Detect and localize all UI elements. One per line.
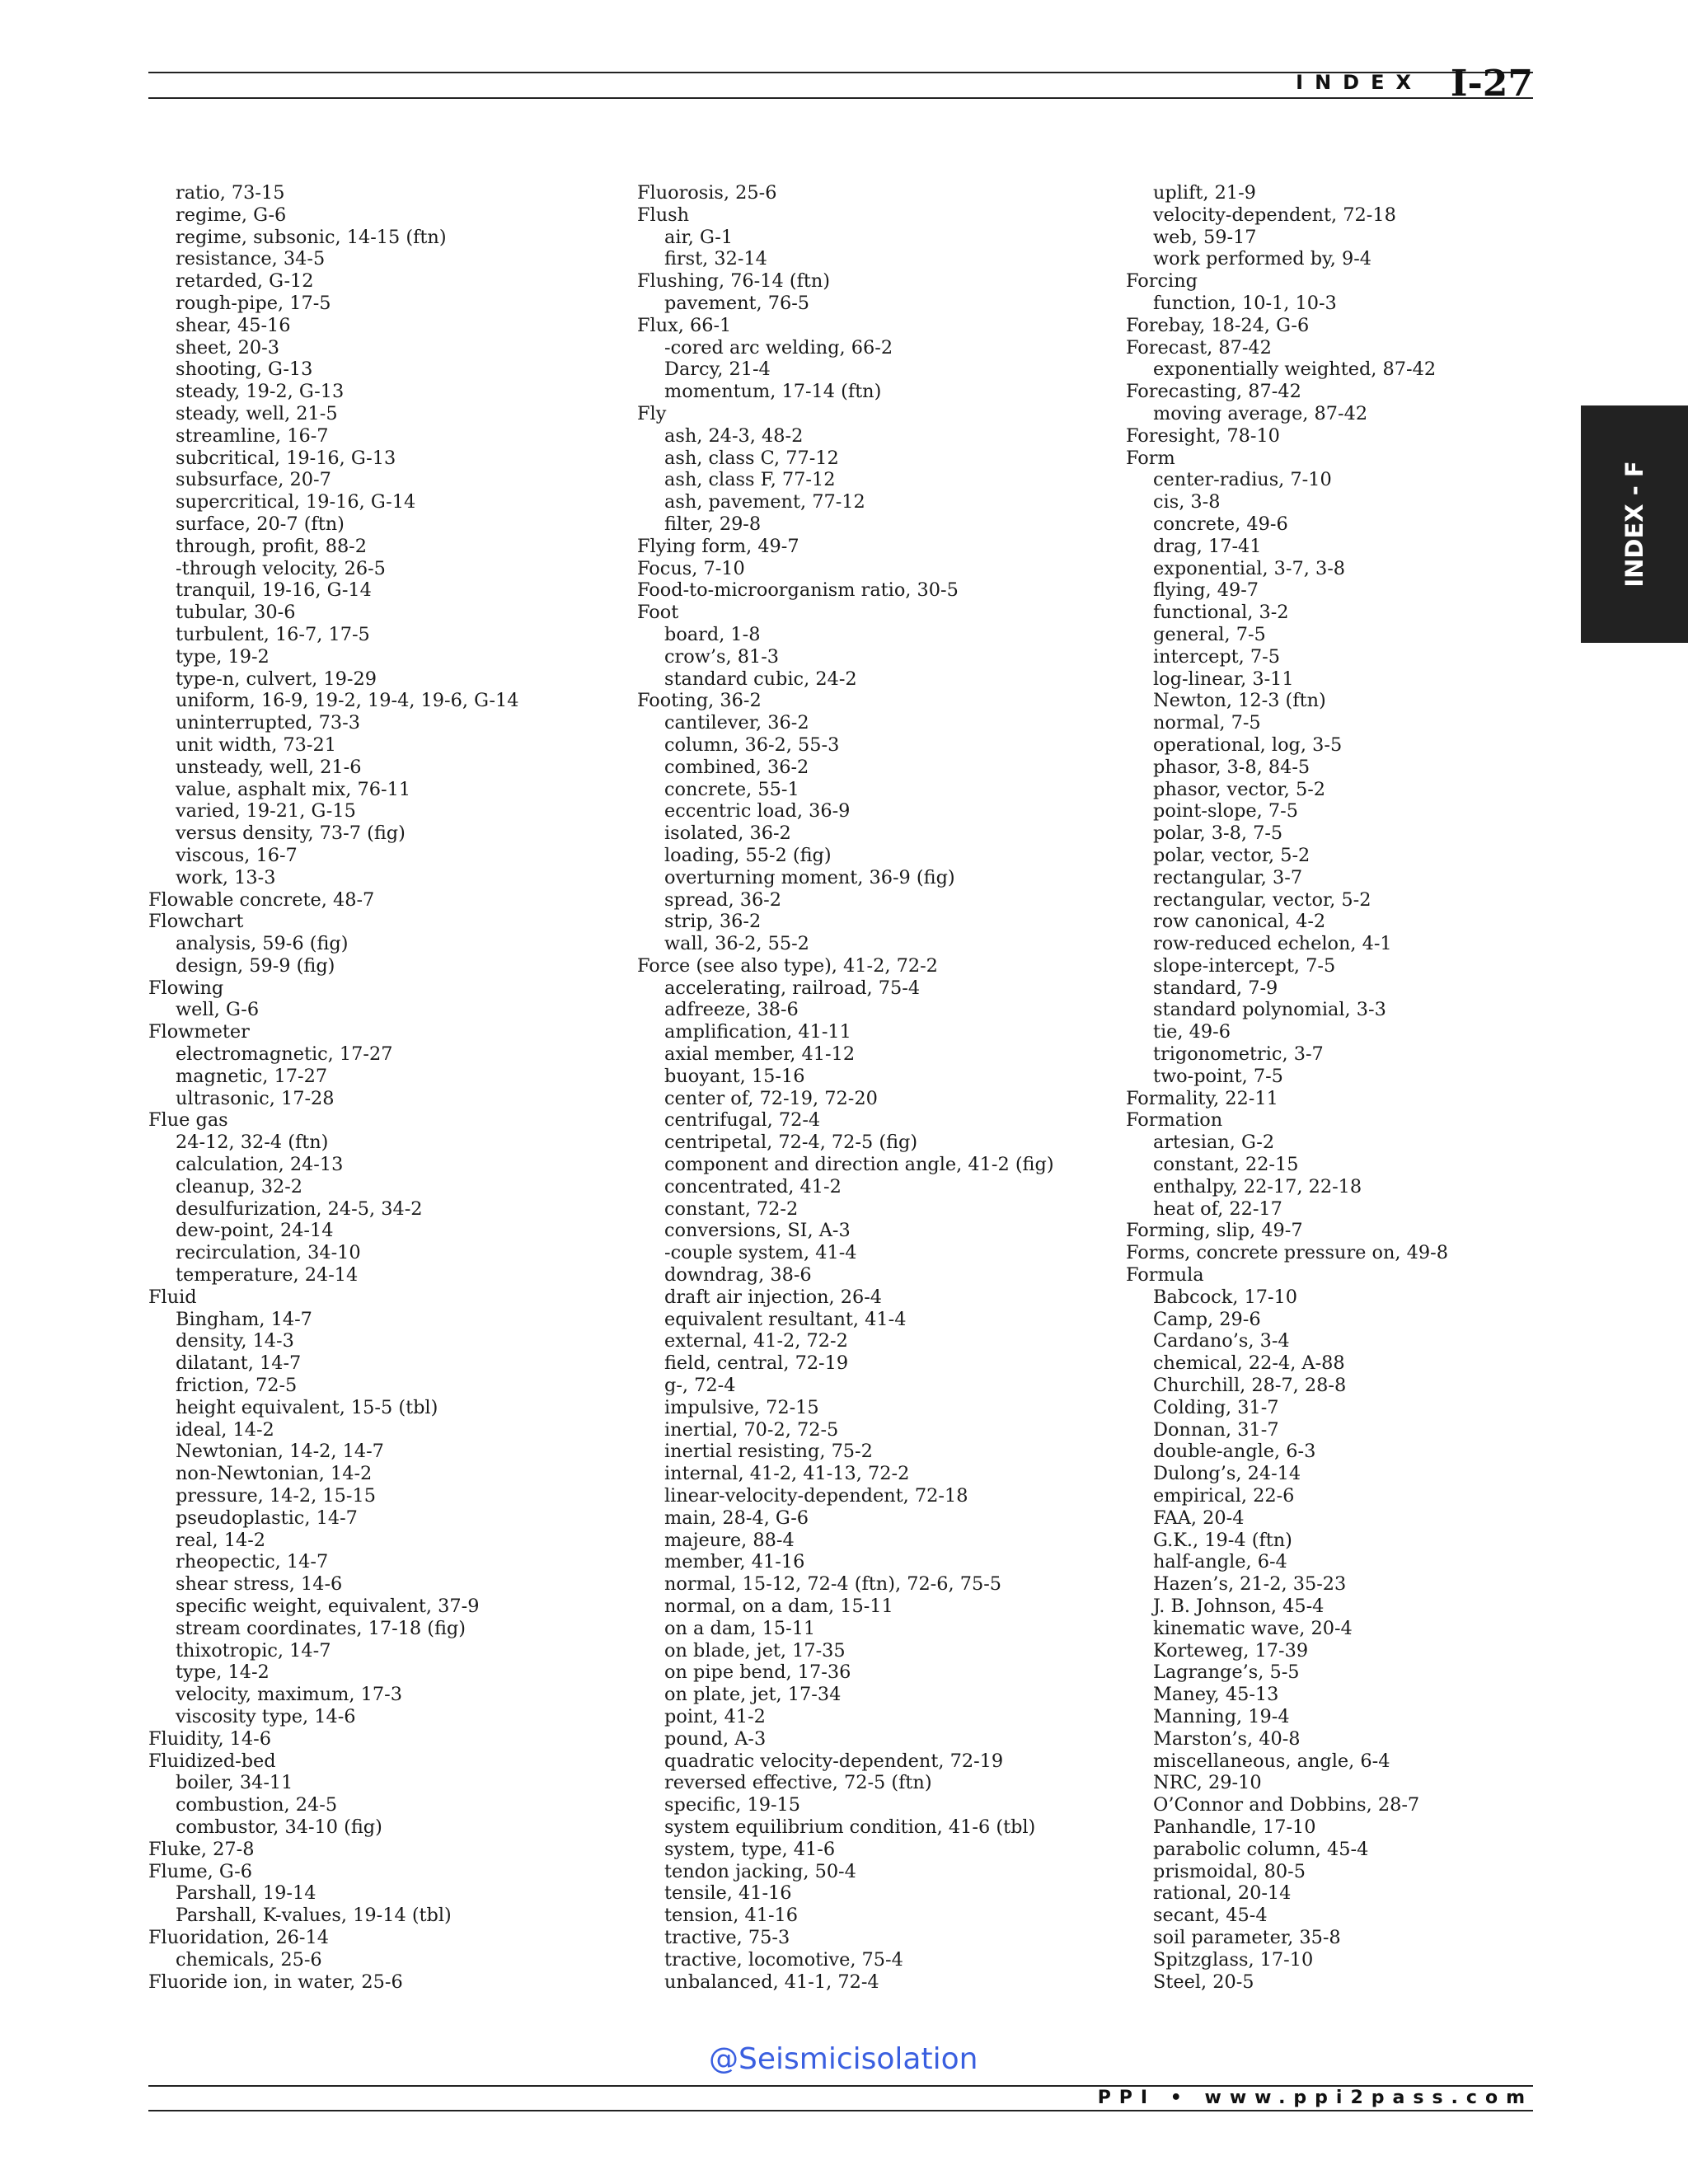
index-subentry: unsteady, well, 21-6 — [176, 756, 362, 778]
index-entry: Flux, 66-1 — [637, 314, 732, 336]
index-subentry: Colding, 31-7 — [1153, 1396, 1279, 1418]
index-subentry: buoyant, 15-16 — [664, 1065, 805, 1087]
index-subentry: varied, 19-21, G-15 — [176, 800, 356, 823]
index-subentry: Churchill, 28-7, 28-8 — [1153, 1375, 1347, 1397]
index-entry: Forms, concrete pressure on, 49-8 — [1126, 1242, 1448, 1264]
index-subentry: thixotropic, 14-7 — [176, 1639, 331, 1661]
index-subentry: tractive, locomotive, 75-4 — [664, 1948, 903, 1971]
index-entry: Flush — [637, 204, 690, 226]
index-subentry: shear, 45-16 — [176, 314, 291, 336]
index-entry: Flowing — [148, 977, 224, 999]
index-subentry: tensile, 41-16 — [664, 1882, 792, 1905]
index-subentry: type-n, culvert, 19-29 — [176, 668, 377, 690]
index-subentry: ideal, 14-2 — [176, 1418, 274, 1441]
index-subentry: exponential, 3-7, 3-8 — [1153, 557, 1346, 579]
index-subentry: 24-12, 32-4 (ftn) — [176, 1132, 329, 1154]
index-subentry: rectangular, 3-7 — [1153, 866, 1303, 888]
index-subentry: J. B. Johnson, 45-4 — [1153, 1596, 1325, 1617]
index-subentry: type, 19-2 — [176, 645, 270, 668]
index-subentry: web, 59-17 — [1153, 226, 1257, 248]
index-entry: Foot — [637, 602, 679, 624]
index-subentry: point, 41-2 — [664, 1705, 766, 1727]
index-subentry: tendon jacking, 50-4 — [664, 1860, 856, 1882]
index-subentry: exponentially weighted, 87-42 — [1153, 359, 1437, 381]
index-subentry: eccentric load, 36-9 — [664, 800, 851, 823]
index-subentry: member, 41-16 — [664, 1551, 805, 1573]
index-subentry: subsurface, 20-7 — [176, 469, 331, 491]
index-subentry: work performed by, 9-4 — [1153, 248, 1372, 270]
index-subentry: -cored arc welding, 66-2 — [664, 336, 893, 359]
index-subentry: viscosity type, 14-6 — [176, 1705, 356, 1727]
index-subentry: non-Newtonian, 14-2 — [176, 1463, 373, 1485]
index-subentry: streamline, 16-7 — [176, 424, 329, 447]
index-subentry: uniform, 16-9, 19-2, 19-4, 19-6, G-14 — [176, 690, 519, 712]
index-subentry: normal, 7-5 — [1153, 712, 1261, 734]
section-thumb-tab-label: INDEX - F — [1620, 461, 1648, 588]
index-subentry: through, profit, 88-2 — [176, 535, 367, 557]
index-subentry: friction, 72-5 — [176, 1375, 298, 1397]
index-subentry: Korteweg, 17-39 — [1153, 1639, 1309, 1661]
index-subentry: combustor, 34-10 (fig) — [176, 1816, 382, 1838]
running-head-section: INDEX — [1296, 71, 1423, 94]
index-subentry: Dulong’s, 24-14 — [1153, 1463, 1301, 1485]
index-subentry: dew-point, 24-14 — [176, 1220, 334, 1242]
index-subentry: equivalent resultant, 41-4 — [664, 1308, 907, 1330]
index-entry: Flowchart — [148, 911, 244, 933]
index-subentry: drag, 17-41 — [1153, 535, 1262, 557]
index-entry: Force (see also type), 41-2, 72-2 — [637, 954, 938, 977]
index-subentry: on plate, jet, 17-34 — [664, 1684, 842, 1706]
index-subentry: center of, 72-19, 72-20 — [664, 1087, 878, 1109]
index-subentry: shear stress, 14-6 — [176, 1573, 343, 1596]
index-subentry: phasor, 3-8, 84-5 — [1153, 756, 1311, 778]
index-subentry: reversed effective, 72-5 (ftn) — [664, 1772, 932, 1794]
index-subentry: column, 36-2, 55-3 — [664, 733, 840, 756]
index-subentry: isolated, 36-2 — [664, 823, 791, 845]
index-subentry: tie, 49-6 — [1153, 1021, 1231, 1043]
index-entry: Flowable concrete, 48-7 — [148, 888, 375, 911]
index-subentry: pseudoplastic, 14-7 — [176, 1507, 358, 1529]
index-subentry: rheopectic, 14-7 — [176, 1551, 329, 1573]
index-subentry: calculation, 24-13 — [176, 1154, 344, 1176]
index-subentry: air, G-1 — [664, 226, 734, 248]
index-subentry: polar, vector, 5-2 — [1153, 844, 1311, 866]
index-entry: Fluid — [148, 1286, 197, 1308]
index-subentry: system, type, 41-6 — [664, 1838, 836, 1860]
index-entry: Forecast, 87-42 — [1126, 336, 1272, 359]
index-entry: Forecasting, 87-42 — [1126, 381, 1301, 403]
index-subentry: standard, 7-9 — [1153, 977, 1278, 999]
index-subentry: steady, well, 21-5 — [176, 402, 338, 424]
index-subentry: G.K., 19-4 (ftn) — [1153, 1529, 1292, 1551]
index-subentry: center-radius, 7-10 — [1153, 469, 1332, 491]
index-subentry: enthalpy, 22-17, 22-18 — [1153, 1175, 1362, 1197]
index-subentry: electromagnetic, 17-27 — [176, 1043, 393, 1066]
index-subentry: on pipe bend, 17-36 — [664, 1661, 851, 1684]
index-subentry: tranquil, 19-16, G-14 — [176, 579, 372, 602]
index-subentry: inertial, 70-2, 72-5 — [664, 1418, 839, 1441]
index-subentry: ash, class F, 77-12 — [664, 469, 836, 491]
index-entry: Flushing, 76-14 (ftn) — [637, 270, 831, 293]
index-subentry: magnetic, 17-27 — [176, 1065, 328, 1087]
index-subentry: double-angle, 6-3 — [1153, 1441, 1316, 1463]
index-entry: Fly — [637, 402, 667, 424]
header-rule-bottom — [148, 97, 1533, 99]
index-subentry: operational, log, 3-5 — [1153, 733, 1343, 756]
index-subentry: moving average, 87-42 — [1153, 402, 1368, 424]
index-subentry: retarded, G-12 — [176, 270, 314, 293]
index-subentry: -couple system, 41-4 — [664, 1242, 857, 1264]
index-subentry: heat of, 22-17 — [1153, 1197, 1282, 1220]
index-subentry: Spitzglass, 17-10 — [1153, 1948, 1314, 1971]
index-subentry: tractive, 75-3 — [664, 1926, 790, 1948]
index-subentry: specific weight, equivalent, 37-9 — [176, 1596, 480, 1617]
index-subentry: intercept, 7-5 — [1153, 645, 1280, 668]
index-subentry: empirical, 22-6 — [1153, 1485, 1295, 1507]
index-subentry: steady, 19-2, G-13 — [176, 381, 345, 403]
index-subentry: accelerating, railroad, 75-4 — [664, 977, 921, 999]
index-subentry: concrete, 55-1 — [664, 778, 799, 800]
index-subentry: height equivalent, 15-5 (tbl) — [176, 1396, 438, 1418]
index-subentry: filter, 29-8 — [664, 513, 762, 535]
index-subentry: impulsive, 72-15 — [664, 1396, 819, 1418]
index-subentry: temperature, 24-14 — [176, 1264, 359, 1286]
index-subentry: adfreeze, 38-6 — [664, 999, 799, 1021]
index-column-3 — [1126, 182, 1604, 1993]
index-subentry: first, 32-14 — [664, 248, 767, 270]
index-subentry: Steel, 20-5 — [1153, 1971, 1254, 1993]
index-subentry: centripetal, 72-4, 72-5 (fig) — [664, 1132, 918, 1154]
index-subentry: Panhandle, 17-10 — [1153, 1816, 1316, 1838]
index-subentry: pavement, 76-5 — [664, 292, 810, 314]
index-subentry: -through velocity, 26-5 — [176, 557, 386, 579]
index-subentry: boiler, 34-11 — [176, 1772, 293, 1794]
index-subentry: trigonometric, 3-7 — [1153, 1043, 1324, 1066]
index-subentry: amplification, 41-11 — [664, 1021, 851, 1043]
index-subentry: board, 1-8 — [664, 623, 761, 645]
index-subentry: Hazen’s, 21-2, 35-23 — [1153, 1573, 1347, 1596]
index-subentry: Darcy, 21-4 — [664, 359, 771, 381]
index-subentry: unbalanced, 41-1, 72-4 — [664, 1971, 879, 1993]
index-subentry: constant, 22-15 — [1153, 1154, 1299, 1176]
index-subentry: Bingham, 14-7 — [176, 1308, 312, 1330]
index-subentry: momentum, 17-14 (ftn) — [664, 381, 882, 403]
index-entry: Fluorosis, 25-6 — [637, 182, 777, 204]
index-subentry: function, 10-1, 10-3 — [1153, 292, 1337, 314]
index-subentry: design, 59-9 (fig) — [176, 954, 335, 977]
index-subentry: draft air injection, 26-4 — [664, 1286, 883, 1308]
index-subentry: turbulent, 16-7, 17-5 — [176, 623, 370, 645]
index-subentry: ultrasonic, 17-28 — [176, 1087, 335, 1109]
index-entry: Formality, 22-11 — [1126, 1087, 1278, 1109]
index-subentry: rational, 20-14 — [1153, 1882, 1292, 1905]
footer-publisher: PPI • www.ppi2pass.com — [1097, 2088, 1533, 2108]
index-subentry: g-, 72-4 — [664, 1375, 736, 1397]
index-subentry: normal, on a dam, 15-11 — [664, 1596, 893, 1617]
index-subentry: main, 28-4, G-6 — [664, 1507, 809, 1529]
index-subentry: combined, 36-2 — [664, 756, 809, 778]
index-subentry: combustion, 24-5 — [176, 1794, 338, 1816]
index-subentry: internal, 41-2, 41-13, 72-2 — [664, 1463, 910, 1485]
index-subentry: versus density, 73-7 (fig) — [176, 823, 406, 845]
index-subentry: Parshall, 19-14 — [176, 1882, 316, 1905]
index-subentry: slope-intercept, 7-5 — [1153, 954, 1336, 977]
index-column-2 — [637, 182, 1115, 1993]
index-subentry: O’Connor and Dobbins, 28-7 — [1153, 1794, 1420, 1816]
index-subentry: ash, class C, 77-12 — [664, 447, 839, 469]
index-subentry: overturning moment, 36-9 (fig) — [664, 866, 955, 888]
index-subentry: stream coordinates, 17-18 (fig) — [176, 1617, 466, 1639]
index-subentry: field, central, 72-19 — [664, 1352, 849, 1375]
index-subentry: Manning, 19-4 — [1153, 1705, 1290, 1727]
index-subentry: chemical, 22-4, A-88 — [1153, 1352, 1345, 1375]
index-subentry: constant, 72-2 — [664, 1197, 799, 1220]
index-subentry: linear-velocity-dependent, 72-18 — [664, 1485, 968, 1507]
index-subentry: density, 14-3 — [176, 1330, 294, 1352]
index-subentry: standard cubic, 24-2 — [664, 668, 857, 690]
index-subentry: quadratic velocity-dependent, 72-19 — [664, 1750, 1004, 1772]
index-subentry: wall, 36-2, 55-2 — [664, 933, 809, 955]
index-entry: Fluke, 27-8 — [148, 1838, 255, 1860]
index-entry: Fluidized-bed — [148, 1750, 276, 1772]
index-subentry: resistance, 34-5 — [176, 248, 326, 270]
index-subentry: real, 14-2 — [176, 1529, 266, 1551]
index-subentry: inertial resisting, 75-2 — [664, 1441, 873, 1463]
index-subentry: soil parameter, 35-8 — [1153, 1926, 1341, 1948]
index-subentry: flying, 49-7 — [1153, 579, 1259, 602]
index-entry: Footing, 36-2 — [637, 690, 762, 712]
index-subentry: polar, 3-8, 7-5 — [1153, 823, 1283, 845]
index-subentry: FAA, 20-4 — [1153, 1507, 1245, 1529]
index-subentry: row-reduced echelon, 4-1 — [1153, 933, 1392, 955]
index-subentry: row canonical, 4-2 — [1153, 911, 1326, 933]
index-subentry: Newtonian, 14-2, 14-7 — [176, 1441, 384, 1463]
index-subentry: point-slope, 7-5 — [1153, 800, 1298, 823]
index-subentry: velocity-dependent, 72-18 — [1153, 204, 1396, 226]
index-subentry: concentrated, 41-2 — [664, 1175, 842, 1197]
index-subentry: log-linear, 3-11 — [1153, 668, 1294, 690]
index-subentry: Cardano’s, 3-4 — [1153, 1330, 1290, 1352]
index-subentry: external, 41-2, 72-2 — [664, 1330, 848, 1352]
index-subentry: crow’s, 81-3 — [664, 645, 780, 668]
index-subentry: majeure, 88-4 — [664, 1529, 795, 1551]
index-subentry: value, asphalt mix, 76-11 — [176, 778, 411, 800]
index-subentry: Maney, 45-13 — [1153, 1684, 1279, 1706]
watermark-text: @Seismicisolation — [709, 2042, 978, 2076]
index-subentry: conversions, SI, A-3 — [664, 1220, 851, 1242]
index-subentry: uplift, 21-9 — [1153, 182, 1256, 204]
index-subentry: pressure, 14-2, 15-15 — [176, 1485, 376, 1507]
index-subentry: Camp, 29-6 — [1153, 1308, 1261, 1330]
index-entry: Fluoride ion, in water, 25-6 — [148, 1971, 403, 1993]
index-subentry: surface, 20-7 (ftn) — [176, 513, 345, 535]
index-subentry: rectangular, vector, 5-2 — [1153, 888, 1372, 911]
index-subentry: regime, subsonic, 14-15 (ftn) — [176, 226, 447, 248]
index-subentry: type, 14-2 — [176, 1661, 270, 1684]
index-subentry: uninterrupted, 73-3 — [176, 712, 360, 734]
index-subentry: regime, G-6 — [176, 204, 287, 226]
index-subentry: dilatant, 14-7 — [176, 1352, 302, 1375]
page-number: I-27 — [1450, 63, 1533, 105]
index-entry: Form — [1126, 447, 1175, 469]
index-subentry: miscellaneous, angle, 6-4 — [1153, 1750, 1390, 1772]
index-subentry: two-point, 7-5 — [1153, 1065, 1283, 1087]
index-subentry: analysis, 59-6 (fig) — [176, 933, 349, 955]
index-subentry: system equilibrium condition, 41-6 (tbl) — [664, 1816, 1036, 1838]
index-subentry: shooting, G-13 — [176, 359, 313, 381]
index-subentry: rough-pipe, 17-5 — [176, 292, 331, 314]
index-subentry: cis, 3-8 — [1153, 491, 1221, 513]
index-subentry: ash, 24-3, 48-2 — [664, 424, 804, 447]
index-subentry: artesian, G-2 — [1153, 1132, 1275, 1154]
index-subentry: ash, pavement, 77-12 — [664, 491, 865, 513]
index-entry: Fluidity, 14-6 — [148, 1727, 271, 1750]
index-subentry: downdrag, 38-6 — [664, 1264, 812, 1286]
index-entry: Flowmeter — [148, 1021, 250, 1043]
index-entry: Forebay, 18-24, G-6 — [1126, 314, 1310, 336]
index-entry: Foresight, 78-10 — [1126, 424, 1280, 447]
index-subentry: pound, A-3 — [664, 1727, 767, 1750]
index-entry: Fluoridation, 26-14 — [148, 1926, 329, 1948]
index-subentry: viscous, 16-7 — [176, 844, 298, 866]
index-entry: Food-to-microorganism ratio, 30-5 — [637, 579, 959, 602]
index-subentry: recirculation, 34-10 — [176, 1242, 361, 1264]
index-subentry: general, 7-5 — [1153, 623, 1266, 645]
index-subentry: desulfurization, 24-5, 34-2 — [176, 1197, 423, 1220]
index-subentry: spread, 36-2 — [664, 888, 781, 911]
index-column-1 — [148, 182, 626, 1993]
index-subentry: centrifugal, 72-4 — [664, 1109, 821, 1132]
index-subentry: prismoidal, 80-5 — [1153, 1860, 1306, 1882]
index-subentry: concrete, 49-6 — [1153, 513, 1288, 535]
index-subentry: normal, 15-12, 72-4 (ftn), 72-6, 75-5 — [664, 1573, 1002, 1596]
index-subentry: well, G-6 — [176, 999, 260, 1021]
index-subentry: axial member, 41-12 — [664, 1043, 856, 1066]
index-subentry: phasor, vector, 5-2 — [1153, 778, 1326, 800]
index-subentry: ratio, 73-15 — [176, 182, 285, 204]
index-subentry: sheet, 20-3 — [176, 336, 279, 359]
index-entry: Flue gas — [148, 1109, 228, 1132]
index-subentry: subcritical, 19-16, G-13 — [176, 447, 396, 469]
index-subentry: chemicals, 25-6 — [176, 1948, 322, 1971]
index-subentry: Marston’s, 40-8 — [1153, 1727, 1301, 1750]
index-entry: Formula — [1126, 1264, 1204, 1286]
index-subentry: kinematic wave, 20-4 — [1153, 1617, 1353, 1639]
index-subentry: Lagrange’s, 5-5 — [1153, 1661, 1300, 1684]
index-entry: Focus, 7-10 — [637, 557, 745, 579]
index-subentry: standard polynomial, 3-3 — [1153, 999, 1386, 1021]
index-entry: Forcing — [1126, 270, 1198, 293]
index-subentry: half-angle, 6-4 — [1153, 1551, 1287, 1573]
index-subentry: parabolic column, 45-4 — [1153, 1838, 1369, 1860]
index-subentry: unit width, 73-21 — [176, 733, 336, 756]
index-subentry: cleanup, 32-2 — [176, 1175, 303, 1197]
index-entry: Forming, slip, 49-7 — [1126, 1220, 1303, 1242]
index-subentry: tubular, 30-6 — [176, 602, 296, 624]
index-subentry: specific, 19-15 — [664, 1794, 801, 1816]
index-subentry: on blade, jet, 17-35 — [664, 1639, 846, 1661]
index-subentry: functional, 3-2 — [1153, 602, 1289, 624]
index-subentry: supercritical, 19-16, G-14 — [176, 491, 416, 513]
index-subentry: velocity, maximum, 17-3 — [176, 1684, 402, 1706]
index-subentry: secant, 45-4 — [1153, 1905, 1268, 1927]
index-subentry: component and direction angle, 41-2 (fig) — [664, 1154, 1054, 1176]
index-subentry: Babcock, 17-10 — [1153, 1286, 1298, 1308]
index-subentry: work, 13-3 — [176, 866, 276, 888]
index-subentry: tension, 41-16 — [664, 1905, 799, 1927]
index-subentry: loading, 55-2 (fig) — [664, 844, 832, 866]
index-subentry: Newton, 12-3 (ftn) — [1153, 690, 1326, 712]
index-entry: Flume, G-6 — [148, 1860, 252, 1882]
index-subentry: Donnan, 31-7 — [1153, 1418, 1279, 1441]
index-subentry: strip, 36-2 — [664, 911, 762, 933]
index-subentry: Parshall, K-values, 19-14 (tbl) — [176, 1905, 452, 1927]
index-subentry: NRC, 29-10 — [1153, 1772, 1262, 1794]
index-subentry: on a dam, 15-11 — [664, 1617, 816, 1639]
index-entry: Formation — [1126, 1109, 1223, 1132]
index-subentry: cantilever, 36-2 — [664, 712, 809, 734]
index-entry: Flying form, 49-7 — [637, 535, 799, 557]
